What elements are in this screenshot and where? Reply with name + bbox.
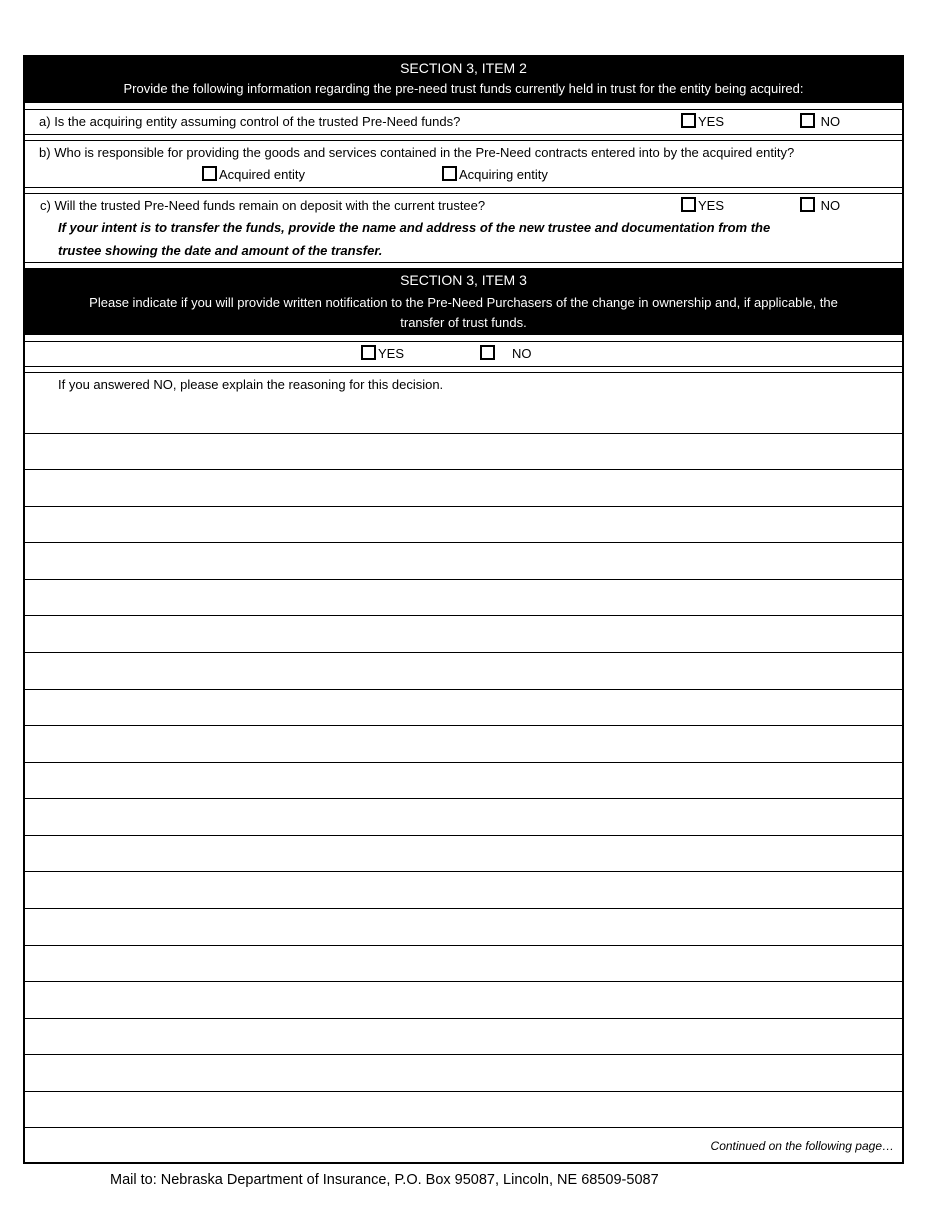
answer-line — [25, 1018, 902, 1019]
acquiring-entity-checkbox[interactable] — [442, 166, 457, 181]
section-title: SECTION 3, ITEM 2 — [400, 60, 527, 76]
yes-label: YES — [698, 198, 725, 213]
answer-line — [25, 835, 902, 836]
divider — [25, 262, 902, 263]
notification-no-checkbox[interactable] — [480, 345, 495, 360]
answer-line — [25, 945, 902, 946]
answer-line — [25, 506, 902, 507]
answer-line — [25, 1127, 902, 1128]
answer-line — [25, 615, 902, 616]
question-a-no-checkbox[interactable] — [800, 113, 815, 128]
mailing-address: Mail to: Nebraska Department of Insurance, P.O. Box 95087, Lincoln, NE 68509-5087 — [110, 1172, 659, 1188]
section-subtitle: Provide the following information regarding the pre-need trust funds currently held in trust for the entity being acquired: — [123, 81, 804, 96]
question-c-no-option[interactable] — [800, 197, 840, 215]
answer-line — [25, 1091, 902, 1092]
divider — [25, 341, 902, 342]
section-3-item-2-header — [25, 57, 902, 103]
explanation-prompt: If you answered NO, please explain the reasoning for this decision. — [58, 377, 444, 392]
answer-line — [25, 579, 902, 580]
no-label: NO — [512, 346, 532, 361]
divider — [25, 134, 902, 135]
question-c-yes-checkbox[interactable] — [681, 197, 696, 212]
acquiring-entity-option[interactable] — [442, 166, 548, 184]
answer-line — [25, 981, 902, 982]
question-a-no-option[interactable] — [800, 113, 840, 131]
answer-line — [25, 762, 902, 763]
notification-yes-checkbox[interactable] — [361, 345, 376, 360]
section-subtitle-line-1: Please indicate if you will provide written notification to the Pre-Need Purchasers of the change in ownership and, if applicable, the — [89, 295, 838, 310]
continued-note: Continued on the following page… — [710, 1139, 894, 1153]
question-a-text: Is the acquiring entity assuming control of the trusted Pre-Need funds? — [54, 114, 461, 129]
divider — [25, 193, 902, 194]
question-a-label: a) — [39, 114, 51, 129]
question-b-label: b) — [39, 145, 51, 160]
notification-no-option[interactable] — [480, 345, 532, 363]
no-label: NO — [820, 114, 841, 129]
question-c-yes-option[interactable] — [681, 197, 724, 215]
answer-line — [25, 469, 902, 470]
section-title: SECTION 3, ITEM 3 — [400, 272, 527, 288]
acquired-entity-label: Acquired entity — [219, 167, 305, 182]
yes-label: YES — [378, 346, 405, 361]
answer-line — [25, 871, 902, 872]
notification-yes-option[interactable] — [361, 345, 404, 363]
question-c-label: c) — [40, 198, 51, 213]
acquiring-entity-label: Acquiring entity — [459, 167, 548, 182]
answer-line — [25, 908, 902, 909]
section-3-item-3-header — [25, 268, 902, 335]
question-c-text: Will the trusted Pre-Need funds remain on deposit with the current trustee? — [54, 198, 486, 213]
divider — [25, 109, 902, 110]
divider — [25, 187, 902, 188]
question-b-text: Who is responsible for providing the goods and services contained in the Pre-Need contracts entered into by the acquired entity? — [54, 145, 795, 160]
answer-line — [25, 433, 902, 434]
answer-line — [25, 1054, 902, 1055]
divider — [25, 140, 902, 141]
question-a-yes-checkbox[interactable] — [681, 113, 696, 128]
section-subtitle-line-2: transfer of trust funds. — [400, 315, 527, 330]
question-a — [39, 113, 460, 131]
answer-line — [25, 725, 902, 726]
answer-line — [25, 542, 902, 543]
question-c-no-checkbox[interactable] — [800, 197, 815, 212]
transfer-instructions-line-2: trustee showing the date and amount of the transfer. — [58, 243, 383, 258]
yes-label: YES — [698, 114, 725, 129]
acquired-entity-option[interactable] — [202, 166, 305, 184]
divider — [25, 372, 902, 373]
acquired-entity-checkbox[interactable] — [202, 166, 217, 181]
answer-line — [25, 798, 902, 799]
answer-line — [25, 652, 902, 653]
question-a-yes-option[interactable] — [681, 113, 724, 131]
transfer-instructions-line-1: If your intent is to transfer the funds, provide the name and address of the new trustee and documentation from the — [58, 220, 771, 235]
question-c — [40, 197, 485, 215]
application-form — [23, 55, 904, 1164]
divider — [25, 366, 902, 367]
answer-line — [25, 689, 902, 690]
no-label: NO — [820, 198, 841, 213]
question-b — [39, 144, 794, 162]
